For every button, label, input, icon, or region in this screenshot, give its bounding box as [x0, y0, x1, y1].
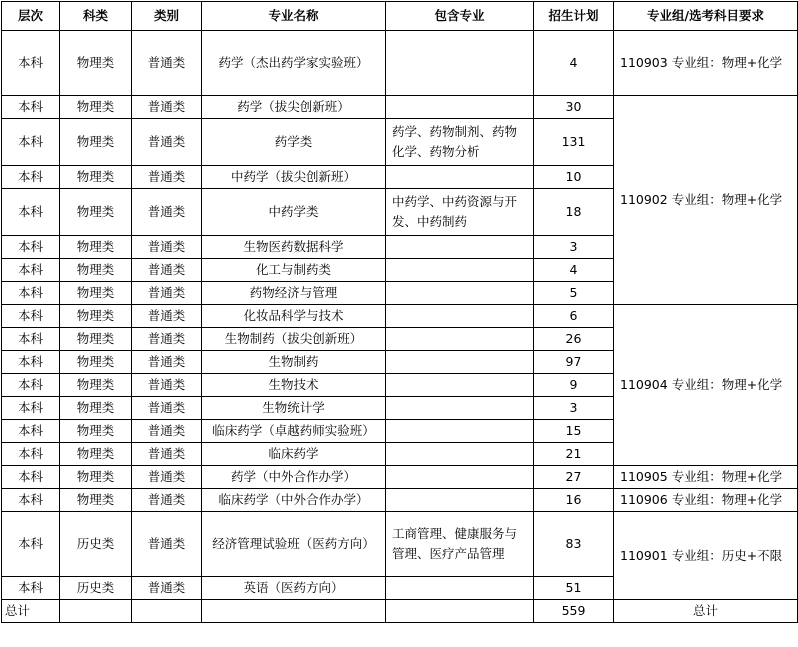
cell-category: 普通类 [132, 31, 202, 96]
header-level: 层次 [2, 2, 60, 31]
cell-major: 临床药学 [202, 443, 386, 466]
cell-subject: 物理类 [60, 259, 132, 282]
cell-includes [386, 420, 534, 443]
cell-subject: 物理类 [60, 443, 132, 466]
cell-includes [386, 374, 534, 397]
cell-includes [386, 489, 534, 512]
cell-level: 本科 [2, 305, 60, 328]
cell-subject: 物理类 [60, 236, 132, 259]
cell-includes: 药学、药物制剂、药物化学、药物分析 [386, 119, 534, 166]
cell-includes [386, 466, 534, 489]
cell-category: 普通类 [132, 119, 202, 166]
cell-group: 110903 专业组：物理+化学 [614, 31, 798, 96]
cell-major: 生物统计学 [202, 397, 386, 420]
cell-level: 本科 [2, 512, 60, 577]
cell-category: 普通类 [132, 374, 202, 397]
header-row [2, 2, 798, 31]
cell-category: 普通类 [132, 466, 202, 489]
cell-group: 110906 专业组：物理+化学 [614, 489, 798, 512]
cell-includes [386, 397, 534, 420]
cell-plan: 10 [534, 166, 614, 189]
cell-includes: 中药学、中药资源与开发、中药制药 [386, 189, 534, 236]
cell-major: 经济管理试验班（医药方向） [202, 512, 386, 577]
cell-includes [386, 96, 534, 119]
cell-includes [386, 328, 534, 351]
cell-major: 药学（杰出药学家实验班） [202, 31, 386, 96]
cell-category: 普通类 [132, 259, 202, 282]
cell-level: 本科 [2, 328, 60, 351]
cell-subject: 物理类 [60, 420, 132, 443]
cell-includes [386, 351, 534, 374]
total-group-label: 总计 [614, 600, 798, 623]
cell-subject: 物理类 [60, 31, 132, 96]
cell-subject: 物理类 [60, 96, 132, 119]
cell-major: 化工与制药类 [202, 259, 386, 282]
cell-level: 本科 [2, 577, 60, 600]
total-plan: 559 [534, 600, 614, 623]
cell-category: 普通类 [132, 397, 202, 420]
cell-group: 110904 专业组：物理+化学 [614, 305, 798, 466]
cell-subject: 物理类 [60, 305, 132, 328]
cell-plan: 18 [534, 189, 614, 236]
cell-level: 本科 [2, 119, 60, 166]
empty-cell [60, 600, 132, 623]
cell-plan: 4 [534, 31, 614, 96]
cell-category: 普通类 [132, 282, 202, 305]
table-row [2, 512, 798, 577]
cell-category: 普通类 [132, 328, 202, 351]
header-includes: 包含专业 [386, 2, 534, 31]
cell-plan: 51 [534, 577, 614, 600]
cell-includes [386, 577, 534, 600]
cell-major: 药物经济与管理 [202, 282, 386, 305]
cell-subject: 物理类 [60, 328, 132, 351]
cell-plan: 83 [534, 512, 614, 577]
enrollment-table [1, 1, 798, 623]
cell-plan: 30 [534, 96, 614, 119]
table-row [2, 96, 798, 119]
empty-cell [202, 600, 386, 623]
cell-plan: 131 [534, 119, 614, 166]
cell-subject: 物理类 [60, 166, 132, 189]
cell-category: 普通类 [132, 189, 202, 236]
cell-level: 本科 [2, 236, 60, 259]
cell-major: 药学（中外合作办学） [202, 466, 386, 489]
cell-major: 药学类 [202, 119, 386, 166]
cell-includes [386, 166, 534, 189]
header-major: 专业名称 [202, 2, 386, 31]
cell-major: 中药学类 [202, 189, 386, 236]
empty-cell [386, 600, 534, 623]
cell-major: 英语（医药方向） [202, 577, 386, 600]
cell-level: 本科 [2, 166, 60, 189]
header-plan: 招生计划 [534, 2, 614, 31]
cell-plan: 16 [534, 489, 614, 512]
cell-subject: 物理类 [60, 466, 132, 489]
cell-major: 临床药学（中外合作办学） [202, 489, 386, 512]
cell-group: 110901 专业组：历史+不限 [614, 512, 798, 600]
cell-level: 本科 [2, 189, 60, 236]
cell-level: 本科 [2, 351, 60, 374]
cell-plan: 97 [534, 351, 614, 374]
cell-major: 生物技术 [202, 374, 386, 397]
cell-includes [386, 259, 534, 282]
cell-level: 本科 [2, 282, 60, 305]
cell-plan: 5 [534, 282, 614, 305]
header-subject: 科类 [60, 2, 132, 31]
cell-plan: 9 [534, 374, 614, 397]
header-category: 类别 [132, 2, 202, 31]
cell-category: 普通类 [132, 236, 202, 259]
cell-subject: 物理类 [60, 282, 132, 305]
cell-level: 本科 [2, 397, 60, 420]
table-row [2, 31, 798, 96]
total-row [2, 600, 798, 623]
cell-level: 本科 [2, 489, 60, 512]
table-row [2, 305, 798, 328]
cell-major: 中药学（拔尖创新班） [202, 166, 386, 189]
cell-subject: 历史类 [60, 512, 132, 577]
cell-plan: 3 [534, 236, 614, 259]
cell-major: 生物制药 [202, 351, 386, 374]
cell-category: 普通类 [132, 420, 202, 443]
cell-includes [386, 31, 534, 96]
cell-plan: 26 [534, 328, 614, 351]
cell-includes: 工商管理、健康服务与管理、医疗产品管理 [386, 512, 534, 577]
cell-plan: 15 [534, 420, 614, 443]
cell-includes [386, 236, 534, 259]
cell-category: 普通类 [132, 351, 202, 374]
cell-major: 化妆品科学与技术 [202, 305, 386, 328]
cell-subject: 物理类 [60, 374, 132, 397]
cell-subject: 物理类 [60, 397, 132, 420]
cell-major: 生物制药（拔尖创新班） [202, 328, 386, 351]
cell-includes [386, 282, 534, 305]
cell-level: 本科 [2, 420, 60, 443]
cell-subject: 物理类 [60, 489, 132, 512]
cell-major: 临床药学（卓越药师实验班） [202, 420, 386, 443]
cell-level: 本科 [2, 259, 60, 282]
cell-plan: 27 [534, 466, 614, 489]
cell-subject: 物理类 [60, 119, 132, 166]
cell-group: 110902 专业组：物理+化学 [614, 96, 798, 305]
cell-subject: 物理类 [60, 189, 132, 236]
cell-level: 本科 [2, 31, 60, 96]
cell-category: 普通类 [132, 166, 202, 189]
empty-cell [132, 600, 202, 623]
cell-level: 本科 [2, 374, 60, 397]
table-row [2, 489, 798, 512]
cell-category: 普通类 [132, 305, 202, 328]
cell-category: 普通类 [132, 577, 202, 600]
cell-major: 生物医药数据科学 [202, 236, 386, 259]
cell-group: 110905 专业组：物理+化学 [614, 466, 798, 489]
cell-category: 普通类 [132, 512, 202, 577]
cell-level: 本科 [2, 443, 60, 466]
total-label: 总计 [2, 600, 60, 623]
cell-plan: 3 [534, 397, 614, 420]
cell-level: 本科 [2, 96, 60, 119]
cell-plan: 21 [534, 443, 614, 466]
cell-category: 普通类 [132, 443, 202, 466]
cell-category: 普通类 [132, 96, 202, 119]
cell-includes [386, 443, 534, 466]
cell-major: 药学（拔尖创新班） [202, 96, 386, 119]
cell-category: 普通类 [132, 489, 202, 512]
cell-level: 本科 [2, 466, 60, 489]
cell-subject: 历史类 [60, 577, 132, 600]
cell-subject: 物理类 [60, 351, 132, 374]
cell-includes [386, 305, 534, 328]
table-row [2, 466, 798, 489]
header-group: 专业组/选考科目要求 [614, 2, 798, 31]
cell-plan: 6 [534, 305, 614, 328]
cell-plan: 4 [534, 259, 614, 282]
